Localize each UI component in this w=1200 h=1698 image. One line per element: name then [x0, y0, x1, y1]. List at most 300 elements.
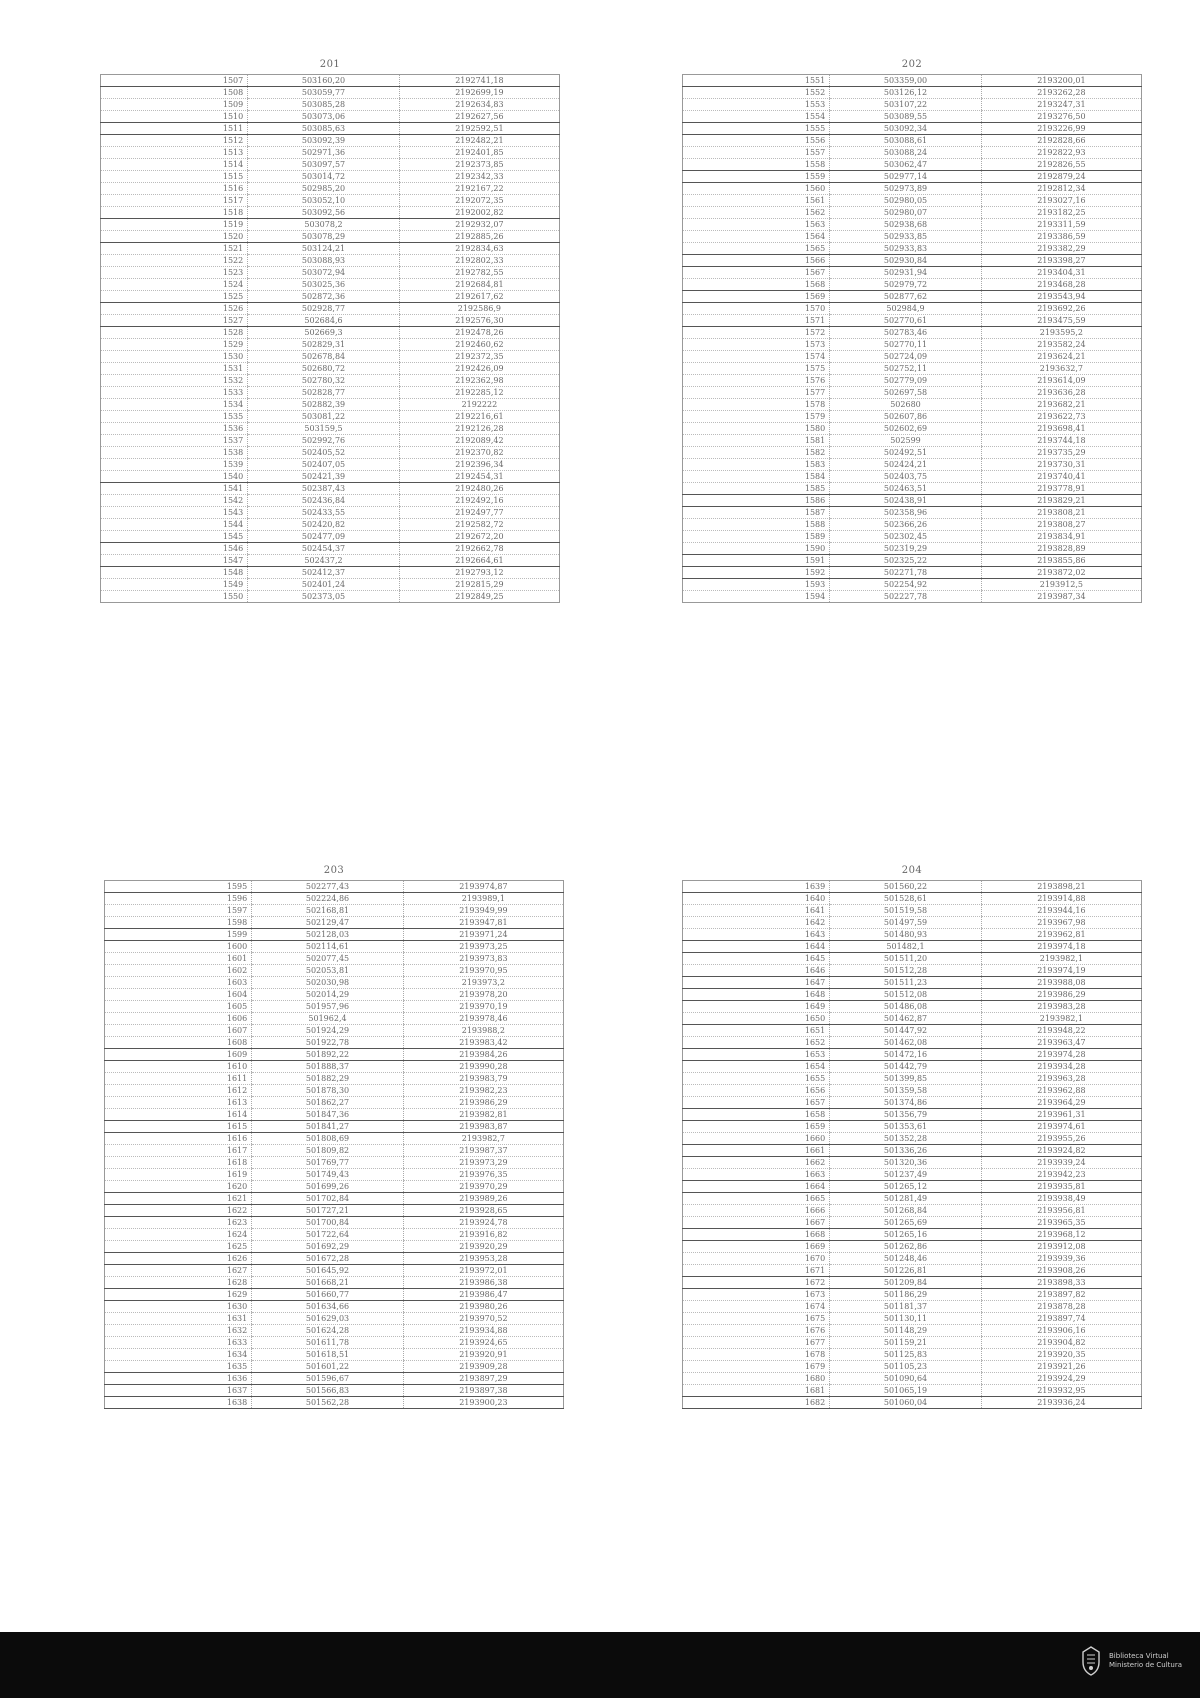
table-row: [683, 411, 1142, 423]
y-coordinate-cell: 2193984,26: [403, 1049, 563, 1061]
point-number-cell: 1556: [683, 135, 830, 147]
point-number-cell: 1539: [101, 459, 248, 471]
point-number-cell: 1606: [105, 1013, 252, 1025]
y-coordinate-cell: 2192885,26: [399, 231, 559, 243]
point-number-cell: 1609: [105, 1049, 252, 1061]
table-row: [105, 1349, 564, 1361]
x-coordinate-cell: 502931,94: [830, 267, 982, 279]
y-coordinate-cell: 2192002,82: [399, 207, 559, 219]
x-coordinate-cell: 501265,69: [830, 1217, 982, 1229]
table-row: [101, 99, 560, 111]
y-coordinate-cell: 2192826,55: [981, 159, 1141, 171]
table-row: [105, 1313, 564, 1325]
x-coordinate-cell: 503359,00: [830, 75, 982, 87]
point-number-cell: 1558: [683, 159, 830, 171]
x-coordinate-cell: 503085,63: [248, 123, 400, 135]
point-number-cell: 1626: [105, 1253, 252, 1265]
table-row: [105, 881, 564, 893]
point-number-cell: 1573: [683, 339, 830, 351]
point-number-cell: 1597: [105, 905, 252, 917]
x-coordinate-cell: 502358,96: [830, 507, 982, 519]
point-number-cell: 1669: [683, 1241, 830, 1253]
x-coordinate-cell: 502973,89: [830, 183, 982, 195]
x-coordinate-cell: 502438,91: [830, 495, 982, 507]
table-row: [105, 1085, 564, 1097]
x-coordinate-cell: 502424,21: [830, 459, 982, 471]
table-row: [105, 917, 564, 929]
y-coordinate-cell: 2193916,82: [403, 1229, 563, 1241]
table-row: [683, 1301, 1142, 1313]
x-coordinate-cell: 501352,28: [830, 1133, 982, 1145]
y-coordinate-cell: 2193978,46: [403, 1013, 563, 1025]
x-coordinate-cell: 503025,36: [248, 279, 400, 291]
y-coordinate-cell: 2193932,95: [981, 1385, 1141, 1397]
table-row: [101, 111, 560, 123]
y-coordinate-cell: 2193692,26: [981, 303, 1141, 315]
point-number-cell: 1672: [683, 1277, 830, 1289]
x-coordinate-cell: 501692,29: [252, 1241, 404, 1253]
point-number-cell: 1599: [105, 929, 252, 941]
point-number-cell: 1587: [683, 507, 830, 519]
table-row: [105, 1133, 564, 1145]
y-coordinate-cell: 2193900,23: [403, 1397, 563, 1409]
table-row: [683, 315, 1142, 327]
point-number-cell: 1643: [683, 929, 830, 941]
y-coordinate-cell: 2193928,65: [403, 1205, 563, 1217]
x-coordinate-cell: 501882,29: [252, 1073, 404, 1085]
x-coordinate-cell: 502992,76: [248, 435, 400, 447]
point-number-cell: 1574: [683, 351, 830, 363]
table-row: [683, 123, 1142, 135]
table-row: [683, 495, 1142, 507]
table-row: [683, 435, 1142, 447]
x-coordinate-cell: 502325,22: [830, 555, 982, 567]
x-coordinate-cell: 501749,43: [252, 1169, 404, 1181]
point-number-cell: 1576: [683, 375, 830, 387]
table-row: [683, 1001, 1142, 1013]
point-number-cell: 1628: [105, 1277, 252, 1289]
point-number-cell: 1602: [105, 965, 252, 977]
y-coordinate-cell: 2193262,28: [981, 87, 1141, 99]
table-row: [683, 953, 1142, 965]
table-row: [105, 1025, 564, 1037]
point-number-cell: 1608: [105, 1037, 252, 1049]
point-number-cell: 1682: [683, 1397, 830, 1409]
x-coordinate-cell: 501511,23: [830, 977, 982, 989]
y-coordinate-cell: 2192828,66: [981, 135, 1141, 147]
table-row: [683, 147, 1142, 159]
x-coordinate-cell: 501618,51: [252, 1349, 404, 1361]
x-coordinate-cell: 503062,47: [830, 159, 982, 171]
table-row: [101, 567, 560, 579]
y-coordinate-cell: 2193986,38: [403, 1277, 563, 1289]
y-coordinate-cell: 2193986,29: [981, 989, 1141, 1001]
table-row: [683, 1397, 1142, 1409]
x-coordinate-cell: 501237,49: [830, 1169, 982, 1181]
point-number-cell: 1571: [683, 315, 830, 327]
table-row: [101, 507, 560, 519]
table-row: [683, 893, 1142, 905]
x-coordinate-cell: 502977,14: [830, 171, 982, 183]
x-coordinate-cell: 501888,37: [252, 1061, 404, 1073]
point-number-cell: 1617: [105, 1145, 252, 1157]
point-number-cell: 1646: [683, 965, 830, 977]
y-coordinate-cell: 2193897,82: [981, 1289, 1141, 1301]
x-coordinate-cell: 501847,36: [252, 1109, 404, 1121]
x-coordinate-cell: 502492,51: [830, 447, 982, 459]
table-row: [101, 159, 560, 171]
point-number-cell: 1676: [683, 1325, 830, 1337]
table-row: [683, 1229, 1142, 1241]
point-number-cell: 1544: [101, 519, 248, 531]
x-coordinate-cell: 502770,61: [830, 315, 982, 327]
y-coordinate-cell: 2192592,51: [399, 123, 559, 135]
table-row: [101, 351, 560, 363]
table-row: [101, 183, 560, 195]
x-coordinate-cell: 502463,51: [830, 483, 982, 495]
y-coordinate-cell: 2192372,35: [399, 351, 559, 363]
table-row: [105, 1397, 564, 1409]
x-coordinate-cell: 502930,84: [830, 255, 982, 267]
table-row: [105, 1385, 564, 1397]
point-number-cell: 1585: [683, 483, 830, 495]
table-row: [101, 555, 560, 567]
y-coordinate-cell: 2193936,24: [981, 1397, 1141, 1409]
y-coordinate-cell: 2193948,22: [981, 1025, 1141, 1037]
table-row: [105, 1241, 564, 1253]
library-logo: [1079, 1646, 1182, 1676]
x-coordinate-cell: 501265,12: [830, 1181, 982, 1193]
y-coordinate-cell: 2193953,28: [403, 1253, 563, 1265]
table-row: [105, 1037, 564, 1049]
table-row: [683, 1049, 1142, 1061]
ledger-page-2: [682, 56, 1142, 603]
x-coordinate-cell: 501512,08: [830, 989, 982, 1001]
y-coordinate-cell: 2193989,1: [403, 893, 563, 905]
x-coordinate-cell: 501668,21: [252, 1277, 404, 1289]
y-coordinate-cell: 2193974,19: [981, 965, 1141, 977]
y-coordinate-cell: 2193989,26: [403, 1193, 563, 1205]
y-coordinate-cell: 2192497,77: [399, 507, 559, 519]
coordinates-table: [682, 880, 1142, 1409]
x-coordinate-cell: 502928,77: [248, 303, 400, 315]
ledger-page-3: [104, 862, 564, 1409]
table-row: [683, 327, 1142, 339]
point-number-cell: 1567: [683, 267, 830, 279]
point-number-cell: 1586: [683, 495, 830, 507]
x-coordinate-cell: 503159,5: [248, 423, 400, 435]
x-coordinate-cell: 502669,3: [248, 327, 400, 339]
point-number-cell: 1655: [683, 1073, 830, 1085]
y-coordinate-cell: 2192741,18: [399, 75, 559, 87]
x-coordinate-cell: 502271,78: [830, 567, 982, 579]
table-row: [683, 543, 1142, 555]
x-coordinate-cell: 503081,22: [248, 411, 400, 423]
y-coordinate-cell: 2193970,95: [403, 965, 563, 977]
y-coordinate-cell: 2193778,91: [981, 483, 1141, 495]
x-coordinate-cell: 502770,11: [830, 339, 982, 351]
y-coordinate-cell: 2192396,34: [399, 459, 559, 471]
y-coordinate-cell: 2193973,29: [403, 1157, 563, 1169]
x-coordinate-cell: 503088,61: [830, 135, 982, 147]
table-row: [105, 1217, 564, 1229]
x-coordinate-cell: 502599: [830, 435, 982, 447]
y-coordinate-cell: 2193897,38: [403, 1385, 563, 1397]
table-row: [683, 99, 1142, 111]
point-number-cell: 1674: [683, 1301, 830, 1313]
point-number-cell: 1555: [683, 123, 830, 135]
table-row: [101, 87, 560, 99]
table-row: [101, 579, 560, 591]
x-coordinate-cell: 501186,29: [830, 1289, 982, 1301]
x-coordinate-cell: 503107,22: [830, 99, 982, 111]
table-row: [101, 303, 560, 315]
point-number-cell: 1666: [683, 1205, 830, 1217]
y-coordinate-cell: 2193963,28: [981, 1073, 1141, 1085]
point-number-cell: 1507: [101, 75, 248, 87]
point-number-cell: 1561: [683, 195, 830, 207]
table-row: [105, 989, 564, 1001]
x-coordinate-cell: 502872,36: [248, 291, 400, 303]
y-coordinate-cell: 2193986,29: [403, 1097, 563, 1109]
x-coordinate-cell: 501060,04: [830, 1397, 982, 1409]
table-row: [105, 1289, 564, 1301]
y-coordinate-cell: 2193970,52: [403, 1313, 563, 1325]
page-number: 201: [319, 59, 341, 70]
table-row: [683, 375, 1142, 387]
x-coordinate-cell: 501634,66: [252, 1301, 404, 1313]
point-number-cell: 1560: [683, 183, 830, 195]
table-row: [683, 881, 1142, 893]
y-coordinate-cell: 2193990,28: [403, 1061, 563, 1073]
x-coordinate-cell: 503014,72: [248, 171, 400, 183]
table-row: [683, 1337, 1142, 1349]
table-row: [101, 531, 560, 543]
y-coordinate-cell: 2192662,78: [399, 543, 559, 555]
x-coordinate-cell: 501727,21: [252, 1205, 404, 1217]
x-coordinate-cell: 501645,92: [252, 1265, 404, 1277]
y-coordinate-cell: 2192793,12: [399, 567, 559, 579]
footer-line-2: Ministerio de Cultura: [1109, 1661, 1182, 1669]
point-number-cell: 1508: [101, 87, 248, 99]
table-row: [683, 1313, 1142, 1325]
point-number-cell: 1654: [683, 1061, 830, 1073]
x-coordinate-cell: 502405,52: [248, 447, 400, 459]
table-row: [105, 1049, 564, 1061]
point-number-cell: 1618: [105, 1157, 252, 1169]
y-coordinate-cell: 2193908,26: [981, 1265, 1141, 1277]
x-coordinate-cell: 502030,98: [252, 977, 404, 989]
point-number-cell: 1638: [105, 1397, 252, 1409]
table-row: [683, 1205, 1142, 1217]
point-number-cell: 1621: [105, 1193, 252, 1205]
point-number-cell: 1512: [101, 135, 248, 147]
point-number-cell: 1540: [101, 471, 248, 483]
x-coordinate-cell: 502433,55: [248, 507, 400, 519]
point-number-cell: 1520: [101, 231, 248, 243]
table-row: [101, 447, 560, 459]
y-coordinate-cell: 2193982,1: [981, 1013, 1141, 1025]
y-coordinate-cell: 2193909,28: [403, 1361, 563, 1373]
x-coordinate-cell: 503085,28: [248, 99, 400, 111]
y-coordinate-cell: 2193636,28: [981, 387, 1141, 399]
table-row: [105, 893, 564, 905]
x-coordinate-cell: 501353,61: [830, 1121, 982, 1133]
y-coordinate-cell: 2193698,41: [981, 423, 1141, 435]
table-row: [683, 1361, 1142, 1373]
x-coordinate-cell: 501336,26: [830, 1145, 982, 1157]
y-coordinate-cell: 2192586,9: [399, 303, 559, 315]
x-coordinate-cell: 501148,29: [830, 1325, 982, 1337]
y-coordinate-cell: 2193921,26: [981, 1361, 1141, 1373]
point-number-cell: 1622: [105, 1205, 252, 1217]
point-number-cell: 1513: [101, 147, 248, 159]
x-coordinate-cell: 501769,77: [252, 1157, 404, 1169]
y-coordinate-cell: 2192576,30: [399, 315, 559, 327]
point-number-cell: 1604: [105, 989, 252, 1001]
table-row: [683, 1181, 1142, 1193]
table-row: [683, 399, 1142, 411]
y-coordinate-cell: 2193834,91: [981, 531, 1141, 543]
y-coordinate-cell: 2192480,26: [399, 483, 559, 495]
point-number-cell: 1600: [105, 941, 252, 953]
x-coordinate-cell: 502680: [830, 399, 982, 411]
y-coordinate-cell: 2193582,24: [981, 339, 1141, 351]
point-number-cell: 1647: [683, 977, 830, 989]
table-row: [683, 279, 1142, 291]
y-coordinate-cell: 2193730,31: [981, 459, 1141, 471]
point-number-cell: 1510: [101, 111, 248, 123]
y-coordinate-cell: 2193878,28: [981, 1301, 1141, 1313]
y-coordinate-cell: 2192373,85: [399, 159, 559, 171]
table-row: [105, 929, 564, 941]
table-row: [105, 1061, 564, 1073]
x-coordinate-cell: 502933,83: [830, 243, 982, 255]
point-number-cell: 1663: [683, 1169, 830, 1181]
point-number-cell: 1532: [101, 375, 248, 387]
point-number-cell: 1667: [683, 1217, 830, 1229]
x-coordinate-cell: 502985,20: [248, 183, 400, 195]
point-number-cell: 1664: [683, 1181, 830, 1193]
table-row: [683, 1085, 1142, 1097]
x-coordinate-cell: 502129,47: [252, 917, 404, 929]
point-number-cell: 1562: [683, 207, 830, 219]
point-number-cell: 1582: [683, 447, 830, 459]
x-coordinate-cell: 501700,84: [252, 1217, 404, 1229]
table-row: [101, 543, 560, 555]
table-row: [683, 1349, 1142, 1361]
point-number-cell: 1514: [101, 159, 248, 171]
point-number-cell: 1559: [683, 171, 830, 183]
table-row: [683, 87, 1142, 99]
y-coordinate-cell: 2193973,83: [403, 953, 563, 965]
y-coordinate-cell: 2193027,16: [981, 195, 1141, 207]
table-row: [683, 1193, 1142, 1205]
table-row: [683, 267, 1142, 279]
point-number-cell: 1644: [683, 941, 830, 953]
point-number-cell: 1546: [101, 543, 248, 555]
y-coordinate-cell: 2192285,12: [399, 387, 559, 399]
y-coordinate-cell: 2193947,81: [403, 917, 563, 929]
table-row: [105, 1265, 564, 1277]
point-number-cell: 1591: [683, 555, 830, 567]
x-coordinate-cell: 501601,22: [252, 1361, 404, 1373]
x-coordinate-cell: 502971,36: [248, 147, 400, 159]
point-number-cell: 1645: [683, 953, 830, 965]
table-row: [101, 483, 560, 495]
point-number-cell: 1636: [105, 1373, 252, 1385]
x-coordinate-cell: 501560,22: [830, 881, 982, 893]
table-row: [683, 387, 1142, 399]
table-row: [105, 1145, 564, 1157]
x-coordinate-cell: 503092,56: [248, 207, 400, 219]
x-coordinate-cell: 501359,58: [830, 1085, 982, 1097]
y-coordinate-cell: 2193949,99: [403, 905, 563, 917]
x-coordinate-cell: 503097,57: [248, 159, 400, 171]
y-coordinate-cell: 2192684,81: [399, 279, 559, 291]
table-row: [683, 989, 1142, 1001]
table-row: [105, 953, 564, 965]
x-coordinate-cell: 501809,82: [252, 1145, 404, 1157]
x-coordinate-cell: 502373,05: [248, 591, 400, 603]
y-coordinate-cell: 2193912,5: [981, 579, 1141, 591]
footer-line-1: Biblioteca Virtual: [1109, 1652, 1169, 1660]
x-coordinate-cell: 503072,94: [248, 267, 400, 279]
x-coordinate-cell: 502779,09: [830, 375, 982, 387]
y-coordinate-cell: 2193983,28: [981, 1001, 1141, 1013]
y-coordinate-cell: 2192672,20: [399, 531, 559, 543]
y-coordinate-cell: 2193920,29: [403, 1241, 563, 1253]
table-row: [683, 159, 1142, 171]
table-row: [683, 1385, 1142, 1397]
y-coordinate-cell: 2192879,24: [981, 171, 1141, 183]
table-row: [101, 255, 560, 267]
point-number-cell: 1598: [105, 917, 252, 929]
point-number-cell: 1642: [683, 917, 830, 929]
point-number-cell: 1673: [683, 1289, 830, 1301]
x-coordinate-cell: 502980,05: [830, 195, 982, 207]
table-row: [683, 1097, 1142, 1109]
table-row: [683, 941, 1142, 953]
y-coordinate-cell: 2193983,87: [403, 1121, 563, 1133]
y-coordinate-cell: 2192812,34: [981, 183, 1141, 195]
table-row: [105, 1205, 564, 1217]
y-coordinate-cell: 2193744,18: [981, 435, 1141, 447]
table-row: [683, 171, 1142, 183]
x-coordinate-cell: 502933,85: [830, 231, 982, 243]
y-coordinate-cell: 2193740,41: [981, 471, 1141, 483]
y-coordinate-cell: 2193939,36: [981, 1253, 1141, 1265]
table-row: [101, 147, 560, 159]
x-coordinate-cell: 501562,28: [252, 1397, 404, 1409]
point-number-cell: 1580: [683, 423, 830, 435]
table-row: [101, 75, 560, 87]
point-number-cell: 1629: [105, 1289, 252, 1301]
table-row: [101, 315, 560, 327]
y-coordinate-cell: 2193955,26: [981, 1133, 1141, 1145]
y-coordinate-cell: 2193964,29: [981, 1097, 1141, 1109]
x-coordinate-cell: 502168,81: [252, 905, 404, 917]
table-row: [683, 195, 1142, 207]
table-row: [105, 1121, 564, 1133]
x-coordinate-cell: 501447,92: [830, 1025, 982, 1037]
y-coordinate-cell: 2192426,09: [399, 363, 559, 375]
y-coordinate-cell: 2193986,47: [403, 1289, 563, 1301]
point-number-cell: 1594: [683, 591, 830, 603]
y-coordinate-cell: 2192815,29: [399, 579, 559, 591]
point-number-cell: 1569: [683, 291, 830, 303]
x-coordinate-cell: 501892,22: [252, 1049, 404, 1061]
